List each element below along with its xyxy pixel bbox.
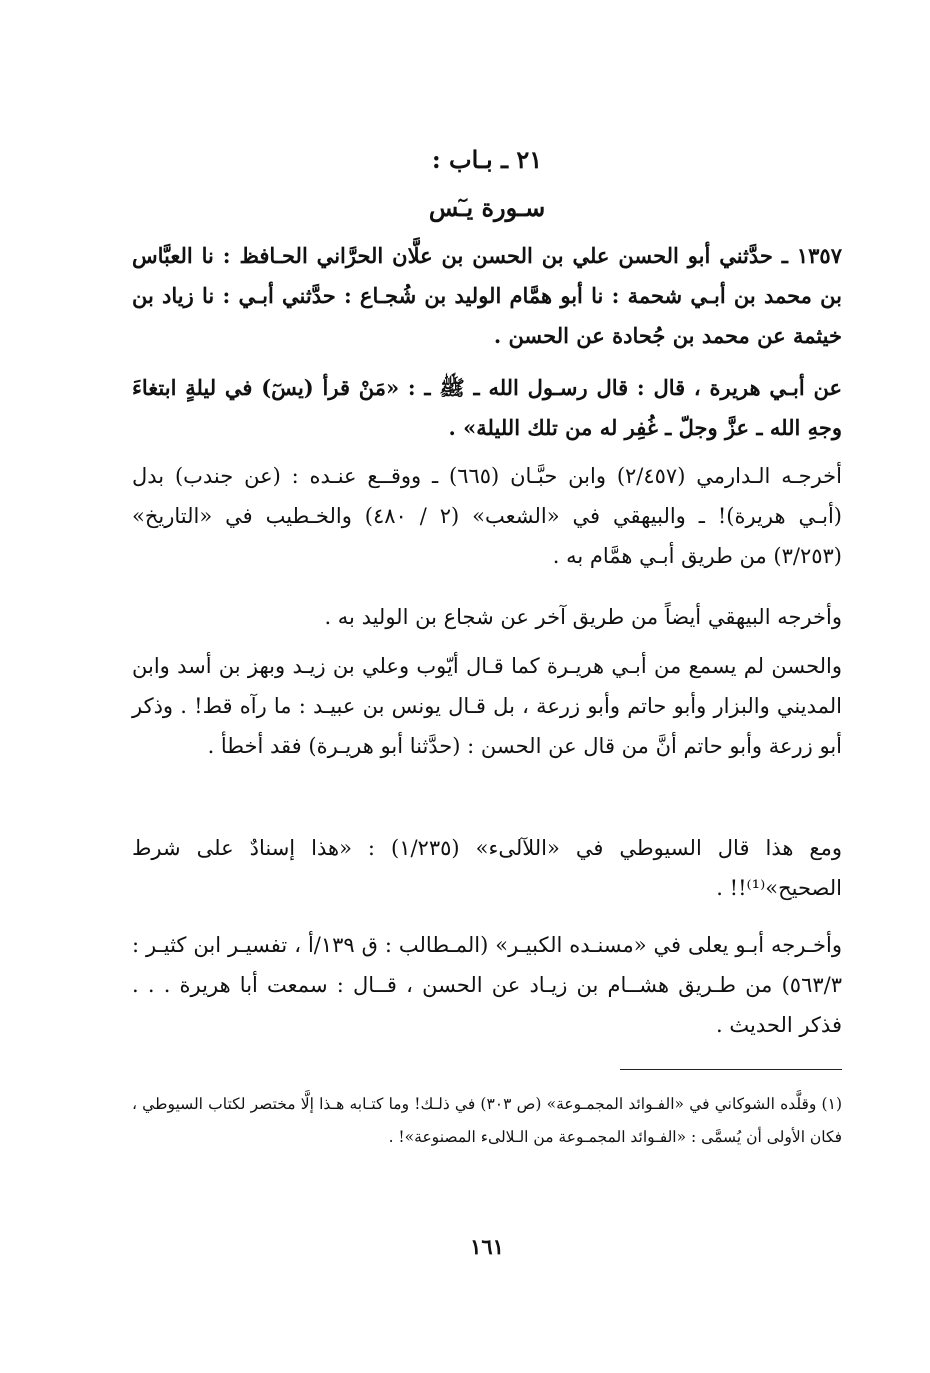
surah-heading: سـورة يـٓس	[428, 193, 546, 222]
footnote-divider	[620, 1069, 842, 1070]
page-number: ١٦١	[470, 1234, 504, 1259]
takhrij-paragraph-1: أخرجـه الـدارمي (٢/٤٥٧) وابن حبَّـان (٦٦٥) ـ ووقــع عنـده : (عن جندب) بدل (أبـي هريرة)! ـ والبيهقي في «الشعب» (٢ / ٤٨٠) والخـطيب في «التاريخ» (٣/٢٥٣) من طريق أبـي همَّام به .	[132, 464, 843, 568]
takhrij-paragraph-2: وأخرجه البيهقي أيضاً من طريق آخر عن شجاع بن الوليد به .	[324, 605, 842, 629]
footnote: (١) وقلَّده الشوكاني في «الفـوائد المجمـوعة» (ص ٣٠٣) في ذلـك! وما كتـابه هـذا إلَّا مختصر لكتاب السيوطي ، فكان الأولى أن يُسمَّى : «الفـوائد المجمـوعة من الـلالىء المصنوعة»! .	[132, 1095, 842, 1146]
chapter-heading: ٢١ ـ بـاب :	[431, 145, 543, 174]
hadith-matn: عن أبـي هريرة ، قال : قال رسـول الله ـ ﷺ ـ : «مَنْ قرأ (يسٓ) في ليلةٍ ابتغاءَ وجهِ الله ـ عزَّ وجلّ ـ غُفِر له من تلك الليلة» .	[132, 375, 842, 440]
commentary-paragraph-3: وأخـرجه أبـو يعلى في «مسنـده الكبيـر» (المـطالب : ق ١٣٩/أ ، تفسيـر ابن كثيـر : ٥٦٣/٣) من طـريق هشــام بن زيـاد عن الحسن ، قــال : سمعت أبا هريرة . . . فذكر الحديث .	[132, 933, 842, 1037]
hadith-isnad: ١٣٥٧ ـ حدَّثني أبو الحسن علي بن الحسن بن علَّان الحرَّاني الحـافظ : نا العبَّاس بن محمد بن أبـي شحمة : نا أبو همَّام الوليد بن شُجـاع : حدَّثني أبـي : نا زياد بن خيثمة عن محمد بن جُحادة عن الحسن .	[132, 243, 842, 348]
commentary-paragraph-2: ومع هذا قال السيوطي في «اللآلىء» (١/٢٣٥) : «هذا إسنادٌ على شرط الصحيح»⁽¹⁾!! .	[132, 836, 842, 900]
commentary-paragraph-1: والحسن لم يسمع من أبـي هريـرة كما قـال أيّوب وعلي بن زيـد وبهز بن أسد وابن المديني والبزار وأبو حاتم وأبو زرعة ، بل قـال يونس بن عبيـد : ما رآه قط! . وذكر أبو زرعة وأبو حاتم أنَّ من قال عن الحسن : (حدَّثنا أبو هريـرة) فقد أخطأ .	[132, 654, 842, 758]
